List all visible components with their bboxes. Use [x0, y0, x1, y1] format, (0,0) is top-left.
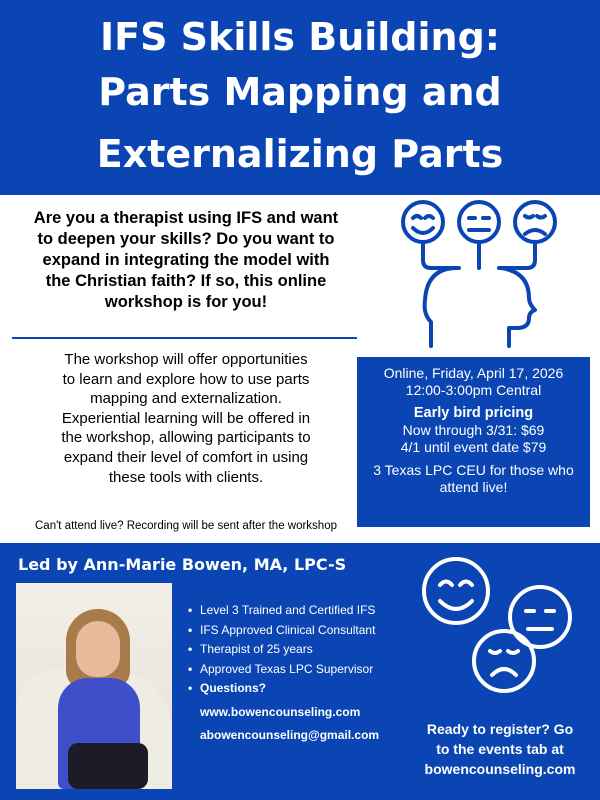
event-time: 12:00-3:00pm Central — [405, 382, 542, 398]
happy-neutral-sad-faces-icon — [420, 555, 580, 695]
photo-skirt — [68, 743, 148, 789]
intro-line: the Christian faith? If so, this online — [45, 272, 327, 290]
description-line: these tools with clients. — [108, 468, 264, 486]
ceu-line-1: 3 Texas LPC CEU for those who — [373, 462, 574, 478]
recording-note: Can't attend live? Recording will be sent after the workshop — [35, 520, 337, 532]
credential-item: • Therapist of 25 years — [188, 640, 379, 660]
website-link[interactable]: www.bowencounseling.com — [200, 704, 361, 719]
head-with-mood-faces-icon — [395, 198, 585, 348]
description-line: Experiential learning will be offered in — [61, 409, 311, 427]
title-line-3: Externalizing Parts — [96, 132, 504, 176]
intro-line: expand in integrating the model with — [42, 251, 330, 269]
intro-line: to deepen your skills? Do you want to — [37, 230, 335, 248]
register-callout — [402, 719, 598, 779]
register-line: to the events tab at — [436, 741, 564, 757]
regular-price: 4/1 until event date $79 — [400, 439, 547, 455]
ceu-line-2: attend live! — [439, 479, 508, 495]
title-line-1: IFS Skills Building: — [99, 15, 500, 59]
intro-line: Are you a therapist using IFS and want — [33, 209, 339, 227]
credential-item: • Approved Texas LPC Supervisor — [188, 660, 379, 680]
credential-item: • Level 3 Trained and Certified IFS — [188, 601, 379, 621]
intro-question — [0, 208, 372, 313]
early-bird-title: Early bird pricing — [413, 405, 534, 421]
section-divider — [12, 337, 357, 339]
credential-item: • IFS Approved Clinical Consultant — [188, 621, 379, 641]
description-line: the workshop, allowing participants to — [61, 429, 311, 447]
description-line: mapping and externalization. — [90, 390, 282, 408]
description-line: to learn and explore how to use parts — [62, 370, 310, 388]
questions-label: • Questions? — [188, 679, 379, 699]
photo-face — [76, 621, 120, 677]
event-info-box — [357, 357, 590, 527]
intro-line: workshop is for you! — [104, 293, 268, 311]
title-line-2: Parts Mapping and — [98, 70, 502, 114]
presenter-name: Led by Ann-Marie Bowen, MA, LPC-S — [18, 555, 347, 574]
workshop-description — [0, 350, 372, 487]
event-date: Online, Friday, April 17, 2026 — [383, 365, 564, 381]
credentials-list — [188, 601, 379, 746]
register-line: Ready to register? Go — [426, 721, 574, 737]
presenter-photo — [16, 583, 172, 789]
email-link[interactable]: abowencounseling@gmail.com — [200, 728, 380, 742]
early-bird-price: Now through 3/31: $69 — [402, 422, 545, 438]
description-line: The workshop will offer opportunities — [64, 351, 308, 368]
description-line: expand their level of comfort in using — [63, 448, 309, 466]
register-link[interactable]: bowencounseling.com — [424, 761, 576, 777]
header-banner — [0, 0, 600, 195]
